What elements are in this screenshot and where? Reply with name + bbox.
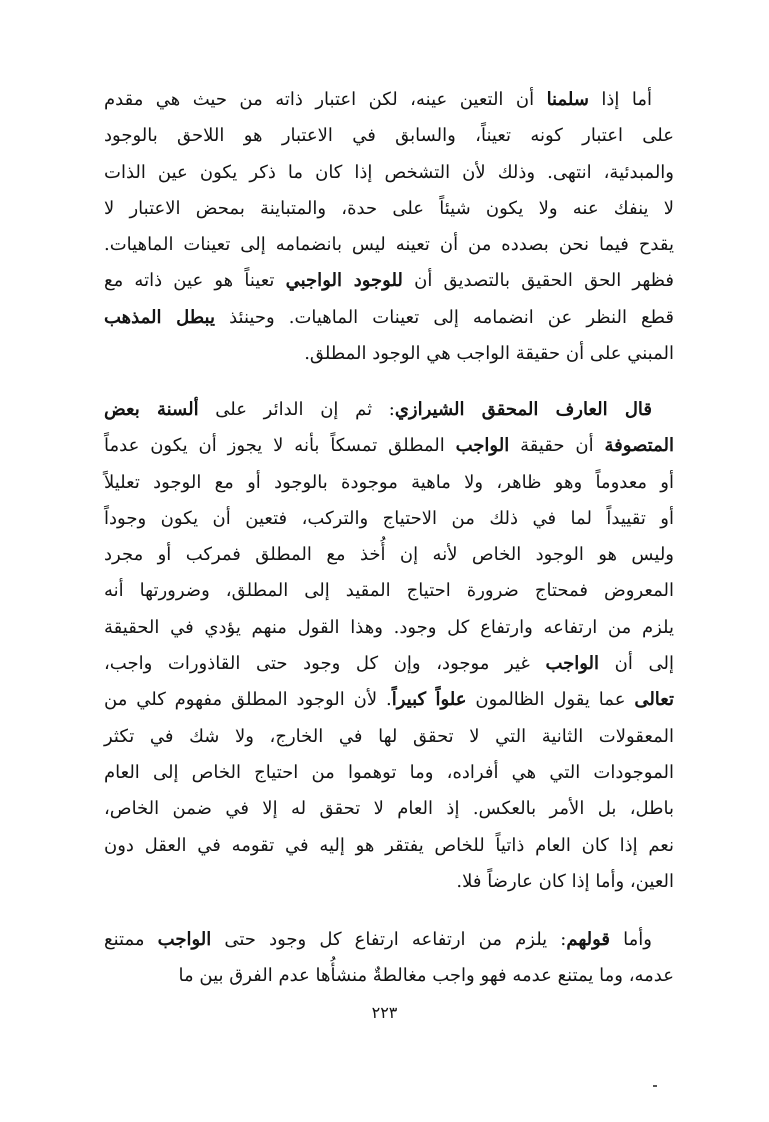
- text-run: نعم إذا كان العام ذاتياً للخاص يفتقر هو إليه في تقومه في العقل دون: [104, 834, 674, 856]
- text-line: [104, 300, 674, 336]
- bold-term: علواً كبيراً: [391, 689, 467, 711]
- page-number: ٢٢٣: [371, 1003, 398, 1022]
- text-run: عما يقول الظالمون: [466, 689, 635, 711]
- text-run: المعروض فمحتاج ضرورة احتياج المقيد إلى المطلق، وضرورتها أنه: [104, 580, 674, 602]
- text-line: [104, 828, 674, 864]
- text-line: [104, 82, 674, 118]
- bold-term: يبطل المذهب: [104, 306, 215, 328]
- bold-term: قال العارف المحقق الشيرازي: [394, 399, 652, 420]
- text-line: [104, 428, 674, 464]
- text-run: قطع النظر عن انضمامه إلى تعينات الماهيات. وحينئذ: [214, 306, 674, 328]
- text-run: المبني على أن حقيقة الواجب هي الوجود المطلق.: [304, 343, 674, 365]
- text-run: تعيناً هو عين ذاته مع: [104, 270, 286, 292]
- text-line: [104, 501, 674, 537]
- text-line: [104, 465, 674, 501]
- paragraph-2: [104, 392, 674, 900]
- text-run: أن حقيقة: [509, 435, 605, 457]
- text-run: المطلق تمسكاً بأنه لا يجوز أن يكون عدماً: [104, 435, 456, 457]
- text-line: [104, 537, 674, 573]
- text-run: باطل، بل الأمر بالعكس. إذ العام لا تحقق له إلا في ضمن الخاص،: [104, 798, 674, 820]
- text-line: [104, 755, 674, 791]
- text-run: : ثم إن الدائر على: [198, 399, 395, 420]
- text-line: [104, 864, 674, 900]
- text-line: [104, 263, 674, 299]
- bold-term: تعالى: [634, 689, 674, 711]
- text-line: [104, 646, 674, 682]
- text-line: [104, 155, 674, 191]
- text-run: وأما: [610, 929, 653, 950]
- bold-term: الواجب: [157, 929, 212, 950]
- bold-term: للوجود الواجبي: [285, 270, 403, 292]
- text-line: [104, 573, 674, 609]
- bold-term: الواجب: [455, 435, 510, 457]
- text-run: أما إذا: [588, 89, 652, 110]
- scan-speck: [653, 1085, 657, 1087]
- bold-term: ألسنة بعض: [104, 399, 199, 420]
- bold-term: المتصوفة: [604, 435, 675, 457]
- text-run: على اعتبار كونه تعيناً، والسابق في الاعتبار هو اللاحق بالوجود: [104, 125, 674, 147]
- text-run: المعقولات الثانية التي لا تحقق لها في الخارج، ولا شك في تكثر: [104, 725, 674, 747]
- bold-term: سلمنا: [546, 89, 589, 110]
- paragraph-1: [104, 82, 674, 372]
- paragraph-3: [104, 922, 674, 995]
- text-line: [104, 682, 674, 718]
- text-run: الموجودات التي هي أفراده، وما توهموا من احتياج الخاص إلى العام: [104, 761, 674, 783]
- text-run: : يلزم من ارتفاعه ارتفاع كل وجود حتى: [211, 929, 567, 950]
- text-run: يقدح فيما نحن بصدده من أن تعينه ليس بانضمامه إلى تعينات الماهيات.: [104, 234, 674, 256]
- text-run: يلزم من ارتفاعه وارتفاع كل وجود. وهذا القول منهم يؤدي في الحقيقة: [104, 616, 674, 638]
- text-run: عدمه، وما يمتنع عدمه فهو واجب مغالطةٌ منشأُها عدم الفرق بين ما: [178, 965, 674, 987]
- text-run: أو تقييداً لما في ذلك من الاحتياج والتركب، فتعين أن يكون وجوداً: [104, 507, 674, 529]
- text-run: إلى أن: [599, 653, 674, 675]
- text-line: [104, 191, 674, 227]
- bold-term: الواجب: [545, 653, 600, 675]
- text-line: [104, 958, 674, 994]
- text-line: [104, 392, 674, 428]
- text-run: أن التعين عينه، لكن اعتبار ذاته من حيث هي مقدم: [104, 89, 547, 110]
- text-run: العين، وأما إذا كان عارضاً فلا.: [456, 870, 674, 892]
- text-line: [104, 336, 674, 372]
- text-line: [104, 719, 674, 755]
- text-run: فظهر الحق الحقيق بالتصديق أن: [402, 270, 674, 292]
- text-run: غير موجود، وإن كل وجود حتى القاذورات واجب،: [104, 653, 546, 675]
- text-run: . لأن الوجود المطلق مفهوم كلي من: [104, 689, 392, 711]
- text-run: لا ينفك عنه ولا يكون شيئاً على حدة، والمتباينة بمحض الاعتبار لا: [104, 197, 674, 219]
- text-run: ممتنع: [104, 929, 158, 950]
- text-line: [104, 922, 674, 958]
- text-run: وليس هو الوجود الخاص لأنه إن أُخذ مع المطلق فمركب أو مجرد: [104, 544, 674, 566]
- text-run: والمبدئية، انتهى. وذلك لأن التشخص إذا كان ما ذكر يكون عين الذات: [104, 161, 674, 183]
- text-line: [104, 227, 674, 263]
- text-line: [104, 791, 674, 827]
- bold-term: قولهم: [566, 929, 611, 950]
- text-line: [104, 118, 674, 154]
- text-line: [104, 610, 674, 646]
- text-run: أو معدوماً وهو ظاهر، ولا ماهية موجودة بالوجود أو مع الوجود تعليلاً: [104, 471, 674, 493]
